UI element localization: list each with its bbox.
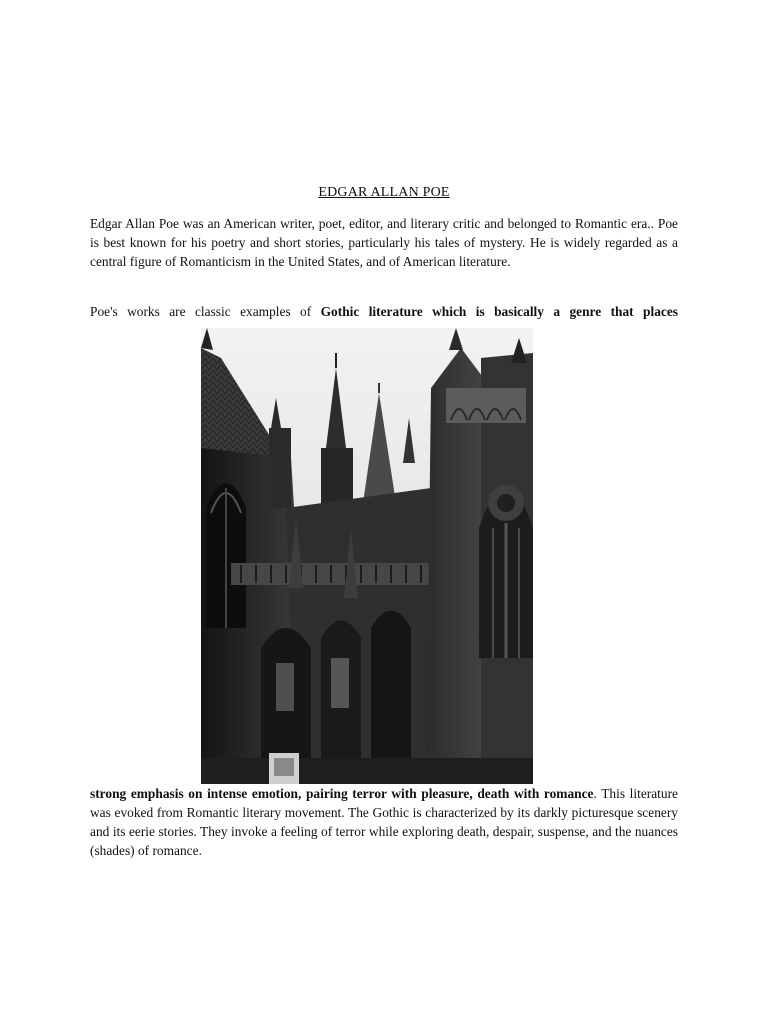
paragraph-gothic-description-text: . This literature was evoked from Romantic literary movement. The Gothic is characterized by its darkly picturesque scenery and its eerie stories. They invoke a feeling of terror while exploring death, despair, suspense, and the nuances (shades) of romance.	[90, 786, 678, 858]
paragraph-gothic-description	[90, 784, 678, 860]
paragraph-gothic-description-bold: strong emphasis on intense emotion, pairing terror with pleasure, death with romance	[90, 786, 594, 801]
gothic-cathedral-photo	[201, 328, 533, 784]
paragraph-intro: Edgar Allan Poe was an American writer, poet, editor, and literary critic and belonged to Romantic era.. Poe is best known for his poetry and short stories, particularly his tales of mystery. He is widely regarded as a central figure of Romanticism in the United States, and of American literature.	[90, 216, 678, 269]
page-title: EDGAR ALLAN POE	[318, 185, 450, 200]
paragraph-gothic-lead-text: Poe's works are classic examples of	[90, 304, 321, 319]
paragraph-gothic-lead	[90, 302, 678, 321]
paragraph-gothic-lead-bold: Gothic literature which is basically a genre that places	[320, 304, 679, 319]
